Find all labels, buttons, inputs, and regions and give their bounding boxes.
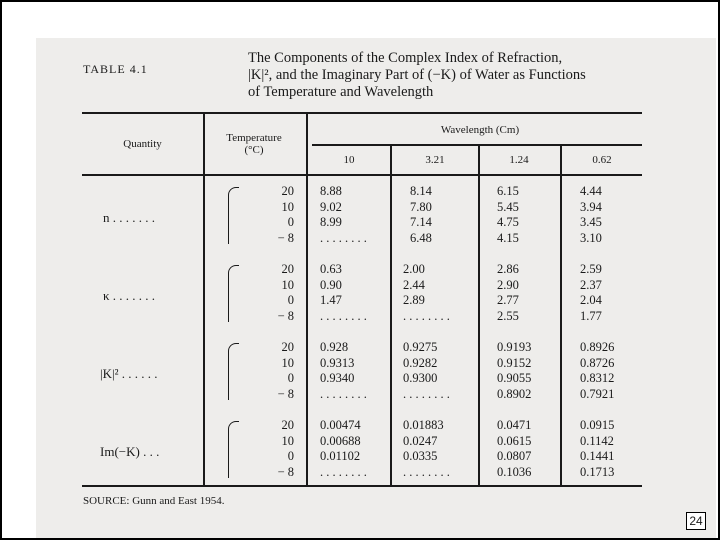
- temp-value: − 8: [277, 308, 294, 323]
- cell: 2.86: [497, 262, 519, 276]
- value-column: [403, 262, 450, 324]
- cell: . . . . . . . .: [403, 308, 450, 323]
- temperature-column: [244, 418, 294, 480]
- cell: 0.9340: [320, 371, 355, 385]
- temp-value: 20: [281, 184, 294, 198]
- cell: 4.75: [497, 215, 519, 229]
- cell: 0.8902: [497, 386, 532, 401]
- cell: . . . . . . . .: [320, 230, 367, 245]
- cell: 8.88: [320, 184, 342, 198]
- cell: 0.1142: [580, 433, 614, 448]
- cell: 0.0615: [497, 433, 532, 448]
- cell: 2.90: [497, 277, 519, 292]
- cell: 5.45: [497, 199, 519, 214]
- cell: 8.14: [410, 184, 432, 198]
- cell: 0.9300: [403, 371, 438, 385]
- cell: 0.00688: [320, 433, 361, 448]
- temp-value: 20: [281, 418, 294, 432]
- cell: 2.44: [403, 277, 425, 292]
- value-column: [580, 262, 602, 324]
- header-temperature-line1: Temperature: [226, 132, 282, 144]
- cell: 8.99: [320, 215, 342, 229]
- cell: 9.02: [320, 199, 342, 214]
- header-wavelength-col: 10: [343, 154, 355, 166]
- cell: 0.0915: [580, 418, 615, 432]
- cell: 3.45: [580, 215, 602, 229]
- row-brace: [228, 421, 239, 478]
- value-column: [320, 418, 367, 480]
- value-column: [497, 184, 519, 246]
- cell: 1.47: [320, 293, 342, 307]
- value-column: [403, 418, 450, 480]
- temp-value: − 8: [277, 230, 294, 245]
- value-column: [410, 184, 432, 246]
- cell: . . . . . . . .: [320, 464, 367, 479]
- cell: 0.8926: [580, 340, 615, 354]
- header-wavelength-col: 3.21: [425, 154, 445, 166]
- row-brace: [228, 187, 239, 244]
- temp-value: 0: [287, 449, 294, 463]
- cell: 0.9193: [497, 340, 532, 354]
- cell: 6.15: [497, 184, 519, 198]
- quantity-kappa: κ . . . . . . .: [103, 288, 156, 303]
- column-divider: [306, 112, 308, 485]
- cell: 0.1441: [580, 449, 615, 463]
- page-number: 24: [686, 512, 706, 530]
- cell: 2.77: [497, 293, 519, 307]
- cell: 0.01883: [403, 418, 444, 432]
- value-column: [497, 262, 519, 324]
- cell: 6.48: [410, 230, 432, 245]
- value-column: [320, 340, 367, 402]
- temp-value: 10: [281, 355, 294, 370]
- temperature-column: [244, 340, 294, 402]
- table-title: [248, 50, 648, 101]
- cell: 0.9275: [403, 340, 438, 354]
- header-wavelength: Wavelength (Cm): [440, 124, 520, 136]
- cell: 2.59: [580, 262, 602, 276]
- cell: 0.0247: [403, 433, 438, 448]
- header-wavelength-col: 1.24: [509, 154, 529, 166]
- title-line: |K|², and the Imaginary Part of (−K) of Water as Functions: [248, 67, 586, 83]
- cell: 0.1713: [580, 464, 615, 479]
- column-divider: [203, 112, 205, 485]
- temp-value: 10: [281, 277, 294, 292]
- value-column: [403, 340, 450, 402]
- cell: 0.0471: [497, 418, 532, 432]
- cell: 4.15: [497, 230, 519, 245]
- value-column: [320, 262, 367, 324]
- value-column: [497, 340, 531, 402]
- cell: 0.7921: [580, 386, 615, 401]
- cell: 0.9055: [497, 371, 532, 385]
- cell: 0.1036: [497, 464, 532, 479]
- cell: 0.9313: [320, 355, 355, 370]
- row-brace: [228, 265, 239, 322]
- quantity-k-squared: |K|² . . . . . .: [100, 366, 158, 381]
- cell: . . . . . . . .: [320, 386, 367, 401]
- temp-value: 10: [281, 199, 294, 214]
- cell: 2.04: [580, 293, 602, 307]
- header-temperature: [210, 132, 298, 156]
- cell: 7.14: [410, 215, 432, 229]
- temp-value: 10: [281, 433, 294, 448]
- cell: 2.37: [580, 277, 602, 292]
- table-label: TABLE 4.1: [83, 62, 148, 76]
- quantity-im-k: Im(−K) . . .: [100, 444, 160, 459]
- cell: 2.55: [497, 308, 519, 323]
- value-column: [580, 418, 614, 480]
- temp-value: 20: [281, 262, 294, 276]
- cell: 2.00: [403, 262, 425, 276]
- cell: 0.90: [320, 277, 342, 292]
- cell: 3.94: [580, 199, 602, 214]
- cell: 0.00474: [320, 418, 361, 432]
- title-line: The Components of the Complex Index of Refraction,: [248, 50, 563, 66]
- temperature-column: [244, 262, 294, 324]
- cell: . . . . . . . .: [403, 464, 450, 479]
- cell: 2.89: [403, 293, 425, 307]
- cell: 1.77: [580, 308, 602, 323]
- header-temperature-line2: (°C): [244, 144, 264, 156]
- cell: . . . . . . . .: [403, 386, 450, 401]
- row-brace: [228, 343, 239, 400]
- temp-value: 0: [287, 215, 294, 229]
- cell: 4.44: [580, 184, 602, 198]
- temp-value: 0: [287, 293, 294, 307]
- cell: 0.928: [320, 340, 349, 354]
- header-wavelength-col: 0.62: [592, 154, 612, 166]
- value-column: [497, 418, 531, 480]
- cell: 3.10: [580, 230, 602, 245]
- cell: 0.01102: [320, 449, 361, 463]
- cell: 0.63: [320, 262, 342, 276]
- column-divider: [478, 145, 480, 485]
- cell: 0.8312: [580, 371, 615, 385]
- temp-value: 20: [281, 340, 294, 354]
- table-source: SOURCE: Gunn and East 1954.: [83, 495, 225, 507]
- value-column: [580, 340, 614, 402]
- header-quantity: Quantity: [123, 138, 162, 150]
- cell: 0.8726: [580, 355, 615, 370]
- value-column: [580, 184, 602, 246]
- temp-value: − 8: [277, 464, 294, 479]
- column-divider: [560, 145, 562, 485]
- title-line: of Temperature and Wavelength: [248, 84, 434, 100]
- top-rule: [82, 112, 642, 114]
- cell: 0.9152: [497, 355, 532, 370]
- cell: 7.80: [410, 199, 432, 214]
- cell: 0.0807: [497, 449, 532, 463]
- temp-value: 0: [287, 371, 294, 385]
- column-divider: [390, 145, 392, 485]
- header-bottom-rule: [82, 174, 642, 176]
- cell: . . . . . . . .: [320, 308, 367, 323]
- quantity-n: n . . . . . . .: [103, 210, 155, 225]
- header-subrule: [312, 144, 642, 146]
- cell: 0.9282: [403, 355, 438, 370]
- value-column: [320, 184, 367, 246]
- temp-value: − 8: [277, 386, 294, 401]
- temperature-column: [244, 184, 294, 246]
- cell: 0.0335: [403, 449, 438, 463]
- bottom-rule: [82, 485, 642, 487]
